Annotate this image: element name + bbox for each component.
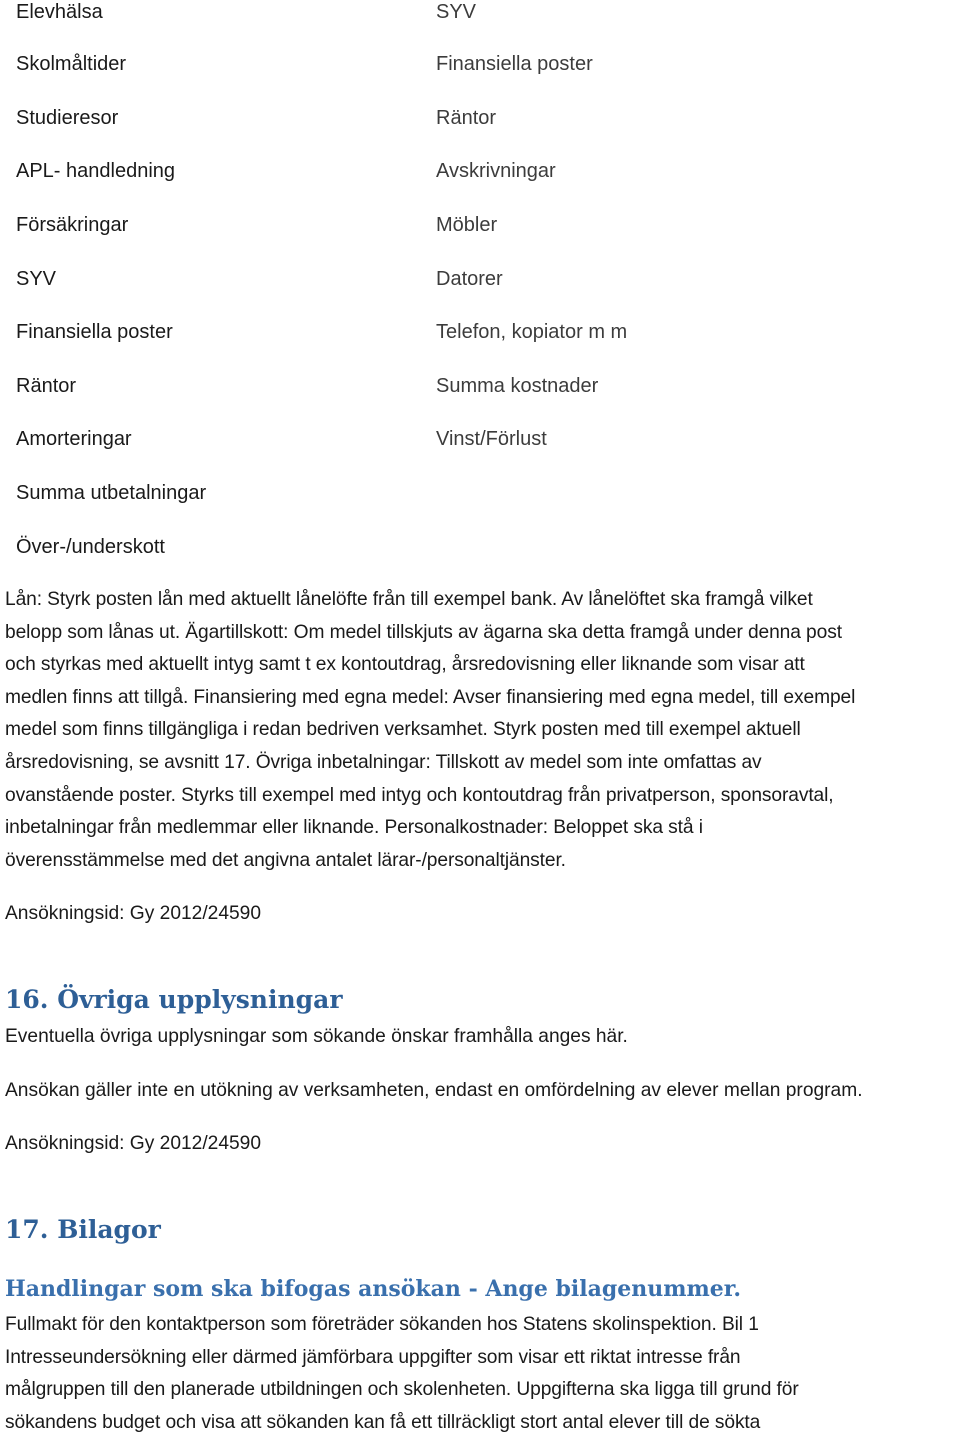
budget-item: Räntor — [436, 107, 497, 129]
budget-item: Räntor — [16, 375, 77, 397]
attachments-paragraph — [5, 1309, 960, 1437]
application-id: Ansökningsid: Gy 2012/24590 — [5, 903, 262, 924]
paragraph-line: belopp som lånas ut. Ägartillskott: Om medel tillskjuts av ägarna ska detta framgå under denna post — [5, 621, 842, 643]
paragraph-line: Intresseundersökning eller därmed jämförbara uppgifter som visar ett riktat intresse från — [5, 1346, 741, 1368]
section-17-heading: 17. Bilagor — [5, 1215, 161, 1244]
budget-item: Försäkringar — [16, 214, 129, 236]
budget-item: Datorer — [436, 268, 503, 290]
budget-item: Avskrivningar — [436, 160, 556, 182]
paragraph-line: medlen finns att tillgå. Finansiering med egna medel: Avser finansiering med egna medel, till exempel — [5, 686, 856, 708]
budget-item: APL- handledning — [16, 160, 176, 182]
application-id: Ansökningsid: Gy 2012/24590 — [5, 1133, 262, 1154]
paragraph-line: årsredovisning, se avsnitt 17. Övriga inbetalningar: Tillskott av medel som inte omfattas av — [5, 751, 762, 773]
section-16-description: Eventuella övriga upplysningar som sökande önskar framhålla anges här. — [5, 1026, 628, 1047]
section-17-subheading: Handlingar som ska bifogas ansökan - Ange bilagenummer. — [5, 1276, 741, 1302]
paragraph-line: överensstämmelse med det angivna antalet lärar-/personaltjänster. — [5, 849, 566, 871]
paragraph-line: och styrkas med aktuellt intyg samt t ex kontoutdrag, årsredovisning eller liknande som visar att — [5, 654, 805, 676]
budget-item: Studieresor — [16, 107, 119, 129]
instructions-paragraph — [5, 584, 960, 877]
budget-item: Amorteringar — [16, 428, 132, 450]
paragraph-line: sökandens budget och visa att sökanden kan få ett tillräckligt stort antal elever till de sökta — [5, 1411, 761, 1433]
budget-item: SYV — [436, 1, 477, 23]
budget-item: Summa kostnader — [436, 375, 599, 397]
budget-item: Finansiella poster — [16, 321, 173, 343]
budget-item: Möbler — [436, 214, 498, 236]
budget-item: SYV — [16, 268, 57, 290]
budget-item: Över-/underskott — [16, 536, 165, 558]
budget-item: Telefon, kopiator m m — [436, 321, 628, 343]
paragraph-line: inbetalningar från medlemmar eller liknande. Personalkostnader: Beloppet ska stå i — [5, 817, 703, 839]
budget-item: Summa utbetalningar — [16, 482, 207, 504]
paragraph-line: ovanstående poster. Styrks till exempel med intyg och kontoutdrag från privatperson, sponsoravtal, — [5, 784, 834, 806]
paragraph-line: Fullmakt för den kontaktperson som företräder sökanden hos Statens skolinspektion. Bil 1 — [5, 1314, 759, 1335]
budget-item: Vinst/Förlust — [436, 428, 547, 450]
paragraph-line: medel som finns tillgängliga i redan bedriven verksamhet. Styrk posten med till exempel aktuell — [5, 719, 801, 741]
paragraph-line: Lån: Styrk posten lån med aktuellt lånelöfte från till exempel bank. Av lånelöftet ska framgå vilket — [5, 589, 813, 610]
section-16-heading: 16. Övriga upplysningar — [5, 985, 343, 1014]
budget-item: Skolmåltider — [16, 53, 127, 75]
budget-item: Elevhälsa — [16, 1, 103, 23]
budget-item: Finansiella poster — [436, 53, 593, 75]
paragraph-line: målgruppen till den planerade utbildningen och skolenheten. Uppgifterna ska ligga till grund för — [5, 1379, 799, 1401]
section-16-answer: Ansökan gäller inte en utökning av verksamheten, endast en omfördelning av elever mellan program. — [5, 1080, 863, 1101]
